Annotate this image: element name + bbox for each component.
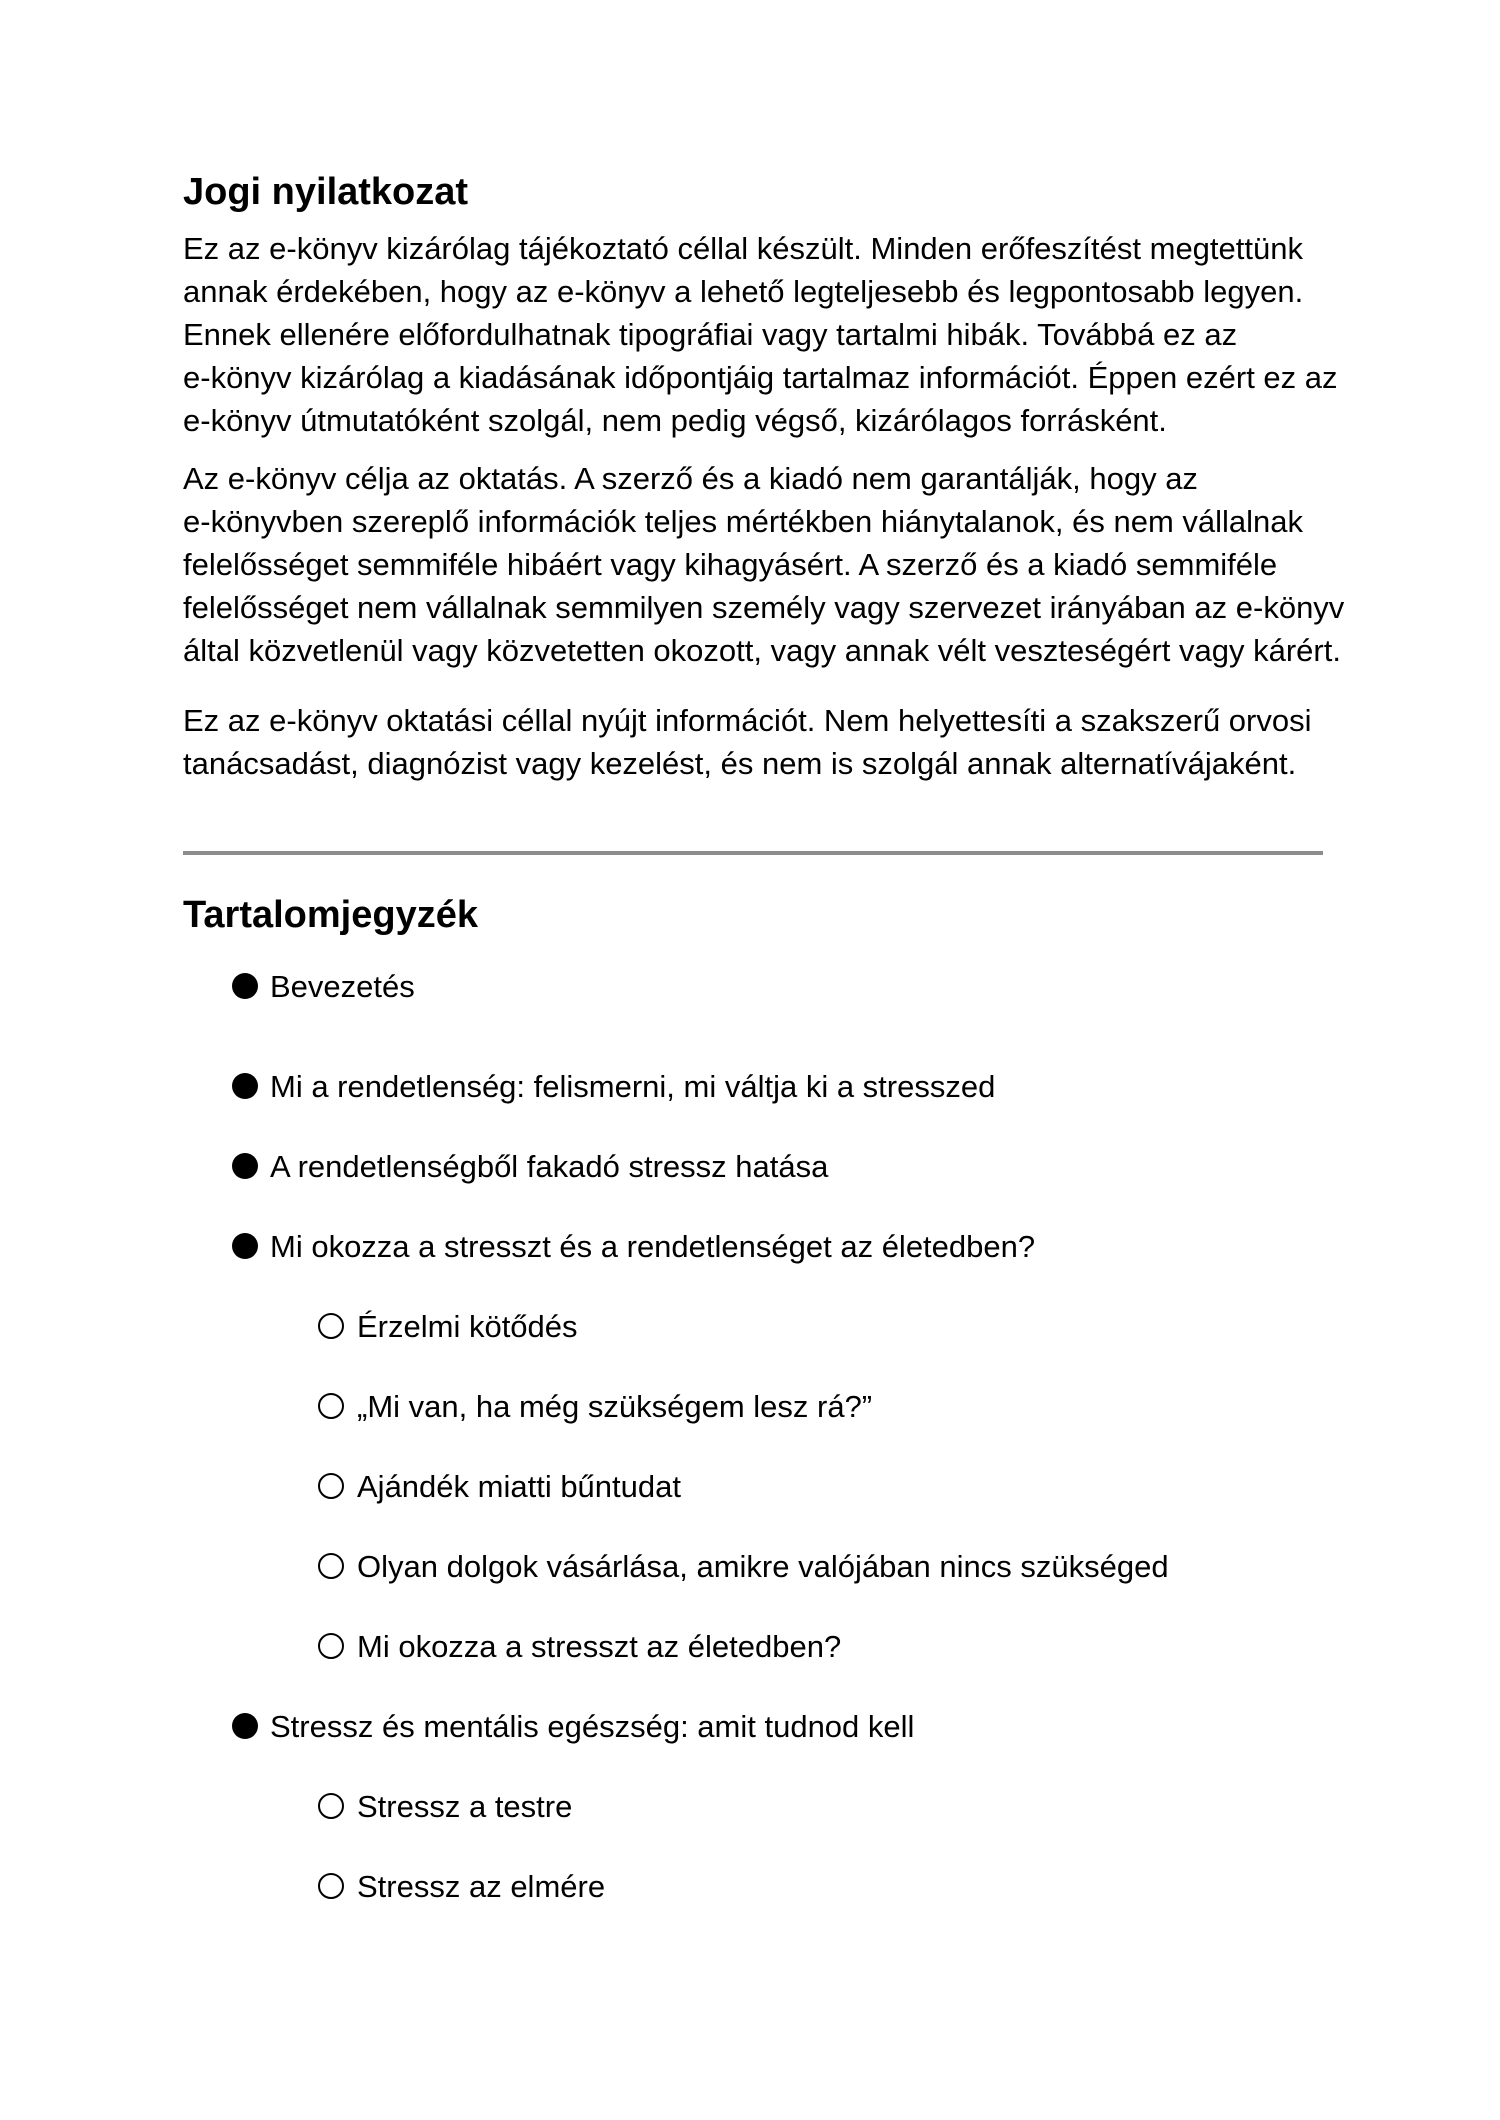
toc-item bbox=[183, 965, 1500, 1008]
toc-item bbox=[183, 1705, 1500, 1748]
toc-item-label: Stressz az elmére bbox=[357, 1869, 606, 1904]
toc-item bbox=[183, 1145, 1500, 1188]
toc-item-label: Stressz és mentális egészség: amit tudnod kell bbox=[270, 1709, 915, 1744]
toc-item-label: „Mi van, ha még szükségem lesz rá?” bbox=[357, 1389, 873, 1424]
toc-item-label: Mi a rendetlenség: felismerni, mi váltja ki a stresszed bbox=[270, 1069, 996, 1104]
toc-item-label: Stressz a testre bbox=[357, 1789, 573, 1824]
filled-bullet-icon bbox=[232, 1153, 258, 1179]
filled-bullet-icon bbox=[232, 1233, 258, 1259]
hollow-bullet-icon bbox=[318, 1873, 344, 1899]
toc-item bbox=[183, 1065, 1500, 1108]
hollow-bullet-icon bbox=[318, 1553, 344, 1579]
hollow-bullet-icon bbox=[318, 1793, 344, 1819]
toc-item bbox=[183, 1305, 1500, 1348]
toc-item bbox=[183, 1545, 1500, 1588]
filled-bullet-icon bbox=[232, 973, 258, 999]
toc-item-label: Érzelmi kötődés bbox=[357, 1309, 578, 1344]
filled-bullet-icon bbox=[232, 1713, 258, 1739]
hollow-bullet-icon bbox=[318, 1633, 344, 1659]
toc-item-label: Olyan dolgok vásárlása, amikre valójában nincs szükséged bbox=[357, 1549, 1169, 1584]
hollow-bullet-icon bbox=[318, 1313, 344, 1339]
hollow-bullet-icon bbox=[318, 1393, 344, 1419]
disclaimer-heading: Jogi nyilatkozat bbox=[183, 171, 469, 213]
toc-item-label: A rendetlenségből fakadó stressz hatása bbox=[270, 1149, 829, 1184]
toc-item-label: Ajándék miatti bűntudat bbox=[357, 1469, 681, 1504]
section-divider bbox=[183, 851, 1323, 855]
toc-heading: Tartalomjegyzék bbox=[183, 894, 478, 936]
filled-bullet-icon bbox=[232, 1073, 258, 1099]
toc-item bbox=[183, 1865, 1500, 1908]
toc-item bbox=[183, 1225, 1500, 1268]
toc-item-label: Bevezetés bbox=[270, 969, 415, 1004]
disclaimer-paragraph: Ez az e-könyv kizárólag tájékoztató céllal készült. Minden erőfeszítést megtettünk annak érdekében, hogy az e-könyv a lehető legteljesebb és legpontosabb legyen. Ennek ellenére előfordulhatnak tipográfiai vagy tartalmi hibák. Továbbá ez az e-könyv kizárólag a kiadásának időpontjáig tartalmaz információt. Éppen ezért ez az e-könyv útmutatóként szolgál, nem pedig végső, kizárólagos forrásként. bbox=[183, 231, 1338, 438]
toc-item-label: Mi okozza a stresszt és a rendetlenséget az életedben? bbox=[270, 1229, 1036, 1264]
hollow-bullet-icon bbox=[318, 1473, 344, 1499]
toc-item-label: Mi okozza a stresszt az életedben? bbox=[357, 1629, 842, 1664]
disclaimer-paragraph: Az e-könyv célja az oktatás. A szerző és a kiadó nem garantálják, hogy az e-könyvben szereplő információk teljes mértékben hiánytalanok, és nem vállalnak felelősséget semmiféle hibáért vagy kihagyásért. A szerző és a kiadó semmiféle felelősséget nem vállalnak semmilyen személy vagy szervezet irányában az e-könyv által közvetlenül vagy közvetetten okozott, vagy annak vélt veszteségért vagy kárért. bbox=[183, 461, 1345, 668]
toc-item bbox=[183, 1785, 1500, 1828]
toc-item bbox=[183, 1465, 1500, 1508]
toc-item bbox=[183, 1625, 1500, 1668]
disclaimer-paragraph: Ez az e-könyv oktatási céllal nyújt információt. Nem helyettesíti a szakszerű orvosi tanácsadást, diagnózist vagy kezelést, és nem is szolgál annak alternatívájaként. bbox=[183, 703, 1312, 781]
toc-item bbox=[183, 1385, 1500, 1428]
